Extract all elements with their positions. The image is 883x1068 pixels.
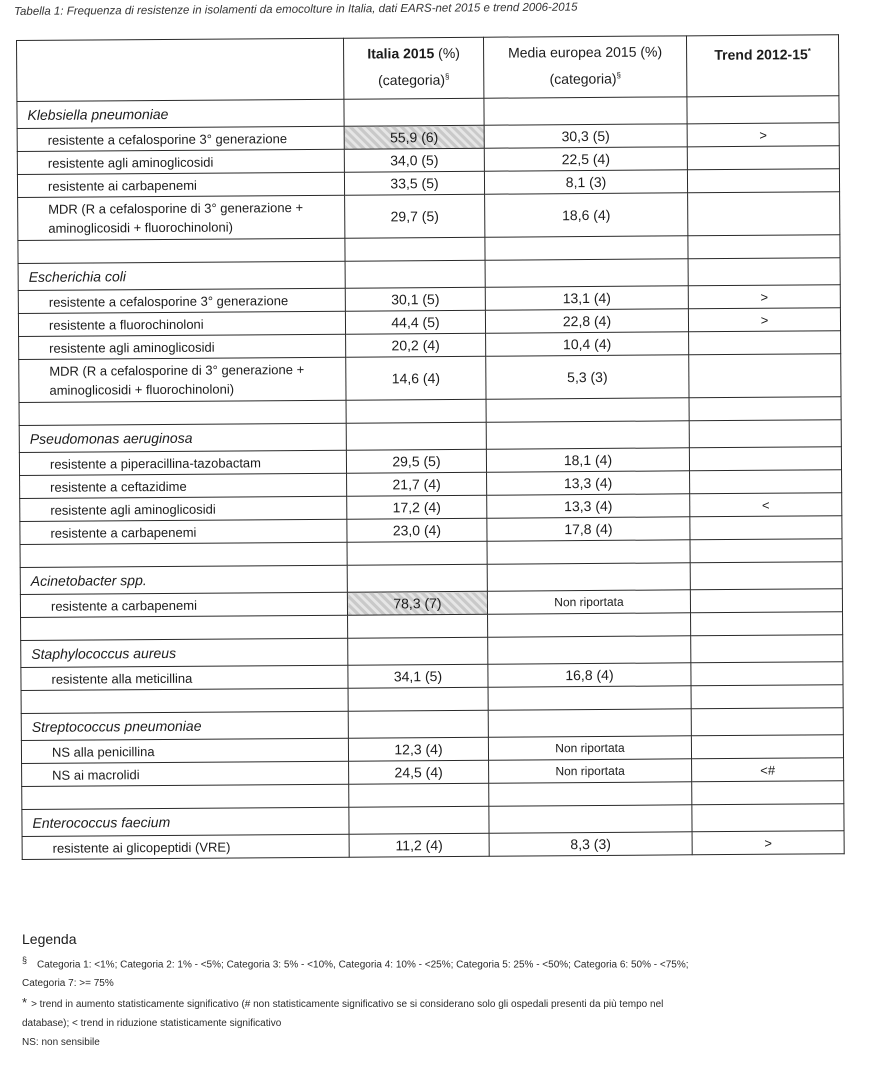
organism-name: Acinetobacter spp. — [20, 565, 347, 594]
trend-value — [691, 735, 843, 759]
europa-value: 13,3 (4) — [487, 494, 690, 518]
organism-name: Escherichia coli — [18, 261, 345, 290]
trend-value — [689, 447, 841, 471]
europa-value: Non riportata — [488, 736, 691, 760]
europa-value: 8,1 (3) — [484, 170, 687, 194]
legend-categories-line-1 — [22, 951, 842, 974]
resistance-label: resistente a fluorochinoloni — [18, 311, 345, 336]
trend-value: > — [692, 831, 844, 855]
organism-name: Streptococcus pneumoniae — [21, 711, 348, 740]
organism-name: Staphylococcus aureus — [21, 638, 348, 667]
trend-value — [690, 470, 842, 494]
italia-value: 11,2 (4) — [349, 833, 489, 857]
table-header-row — [17, 35, 839, 102]
header-europa-category: (categoria) — [549, 70, 617, 87]
table-caption: Tabella 1: Frequenza di resistenze in isolamenti da emocolture in Italia, dati EARS-net 2015 e trend 2006-2015 — [14, 1, 578, 18]
header-media-europea-2015 — [483, 36, 686, 98]
trend-value: > — [687, 123, 839, 147]
italia-value: 34,0 (5) — [344, 148, 484, 172]
trend-value — [689, 331, 841, 355]
europa-value: 18,1 (4) — [486, 448, 689, 472]
legend-section-mark: § — [22, 955, 28, 965]
italia-value: 17,2 (4) — [347, 495, 487, 519]
mdr-label-line-2: aminoglicosidi + fluorochinoloni) — [49, 381, 235, 398]
trend-value — [688, 192, 840, 236]
italia-value: 14,6 (4) — [346, 356, 486, 400]
resistance-label: resistente agli aminoglicosidi — [17, 149, 344, 174]
resistance-label: resistente alla meticillina — [21, 665, 348, 690]
europa-value: Non riportata — [489, 759, 692, 783]
legend-star-mark: * — [22, 995, 28, 1011]
resistance-label: resistente a cefalosporine 3° generazione — [18, 288, 345, 313]
resistance-label-mdr — [19, 357, 346, 402]
resistance-label: resistente a carbapenemi — [20, 592, 347, 617]
trend-value — [690, 516, 842, 540]
legend-trend-line-1 — [22, 993, 842, 1014]
italia-value: 29,5 (5) — [346, 449, 486, 473]
resistance-table-wrapper — [16, 34, 844, 860]
europa-value: 18,6 (4) — [485, 193, 688, 237]
resistance-table — [16, 34, 845, 860]
resistance-label: resistente a carbapenemi — [20, 519, 347, 544]
mdr-label-line-1: MDR (R a cefalosporine di 3° generazione + — [49, 361, 305, 379]
header-italia-2015 — [343, 37, 483, 99]
italia-value: 20,2 (4) — [346, 333, 486, 357]
italia-value: 30,1 (5) — [345, 287, 485, 311]
legend-trend-text: > trend in aumento statisticamente significativo (# non statisticamente significativo se si considerano solo gli ospedali presenti da più tempo nel — [31, 999, 664, 1011]
table-row — [19, 354, 841, 403]
resistance-label: NS ai macrolidi — [22, 761, 349, 786]
trend-value: > — [688, 285, 840, 309]
header-trend — [686, 35, 838, 97]
resistance-label: resistente a cefalosporine 3° generazione — [17, 126, 344, 151]
header-trend-sup: * — [807, 46, 811, 56]
resistance-label: NS alla penicillina — [21, 738, 348, 763]
legend-title: Legenda — [22, 931, 77, 947]
organism-name: Pseudomonas aeruginosa — [19, 423, 346, 452]
italia-value: 44,4 (5) — [345, 310, 485, 334]
europa-value: Non riportata — [487, 590, 690, 614]
trend-value — [691, 662, 843, 686]
europa-value: 13,1 (4) — [485, 286, 688, 310]
resistance-label: resistente ai glicopeptidi (VRE) — [22, 834, 349, 859]
resistance-label: resistente a ceftazidime — [20, 473, 347, 498]
europa-value: 17,8 (4) — [487, 517, 690, 541]
italia-value: 33,5 (5) — [344, 171, 484, 195]
header-europa-sup: § — [616, 70, 621, 80]
organism-name: Enterococcus faecium — [22, 807, 349, 836]
resistance-label: resistente a piperacillina-tazobactam — [19, 450, 346, 475]
header-italia-sup: § — [444, 71, 450, 82]
europa-value: 13,3 (4) — [487, 471, 690, 495]
header-empty-cell — [17, 38, 344, 101]
europa-value: 10,4 (4) — [486, 332, 689, 356]
header-europa-label: Media europea 2015 (%) — [507, 43, 663, 61]
trend-value — [687, 169, 839, 193]
europa-value: 22,8 (4) — [485, 309, 688, 333]
trend-value — [689, 354, 841, 398]
europa-value: 30,3 (5) — [484, 124, 687, 148]
trend-value — [690, 589, 842, 613]
resistance-label: resistente agli aminoglicosidi — [19, 334, 346, 359]
organism-name: Klebsiella pneumoniae — [17, 99, 344, 128]
header-trend-label: Trend 2012-15 — [714, 46, 808, 63]
mdr-label-line-2: aminoglicosidi + fluorochinoloni) — [48, 219, 234, 236]
trend-value: <# — [692, 758, 844, 782]
legend-categories-line-2: Categoria 7: >= 75% — [22, 978, 114, 990]
resistance-label: resistente agli aminoglicosidi — [20, 496, 347, 521]
trend-value: > — [688, 308, 840, 332]
resistance-label: resistente ai carbapenemi — [17, 172, 344, 197]
italia-value: 21,7 (4) — [347, 472, 487, 496]
europa-value: 16,8 (4) — [488, 663, 691, 687]
table-row — [18, 192, 840, 241]
italia-value-highlighted: 78,3 (7) — [347, 591, 487, 615]
europa-value: 8,3 (3) — [489, 832, 692, 856]
italia-value: 23,0 (4) — [347, 518, 487, 542]
legend — [22, 930, 842, 1052]
italia-value: 29,7 (5) — [345, 194, 485, 238]
legend-ns: NS: non sensibile — [22, 1037, 100, 1049]
mdr-label-line-1: MDR (R a cefalosporine di 3° generazione + — [48, 200, 304, 217]
italia-value: 12,3 (4) — [348, 737, 488, 761]
italia-value: 34,1 (5) — [348, 664, 488, 688]
header-italia-label: Italia 2015 — [367, 45, 435, 62]
europa-value: 5,3 (3) — [486, 355, 689, 399]
table-row — [22, 831, 844, 860]
trend-value — [687, 146, 839, 170]
resistance-label-mdr — [18, 195, 345, 240]
italia-value-highlighted: 55,9 (6) — [344, 125, 484, 149]
europa-value: 22,5 (4) — [484, 147, 687, 171]
legend-trend-line-2: database); < trend in riduzione statisticamente significativo — [22, 1018, 282, 1030]
trend-value: < — [690, 493, 842, 517]
header-italia-category: (categoria) — [378, 71, 446, 89]
italia-value: 24,5 (4) — [349, 760, 489, 784]
legend-categories-text: Categoria 1: <1%; Categoria 2: 1% - <5%; Categoria 3: 5% - <10%, Categoria 4: 10% - <25%; Categoria 5: 25% - <50%; Categoria 6: 50% - <75%; — [37, 959, 689, 971]
header-italia-unit: (%) — [434, 44, 460, 62]
